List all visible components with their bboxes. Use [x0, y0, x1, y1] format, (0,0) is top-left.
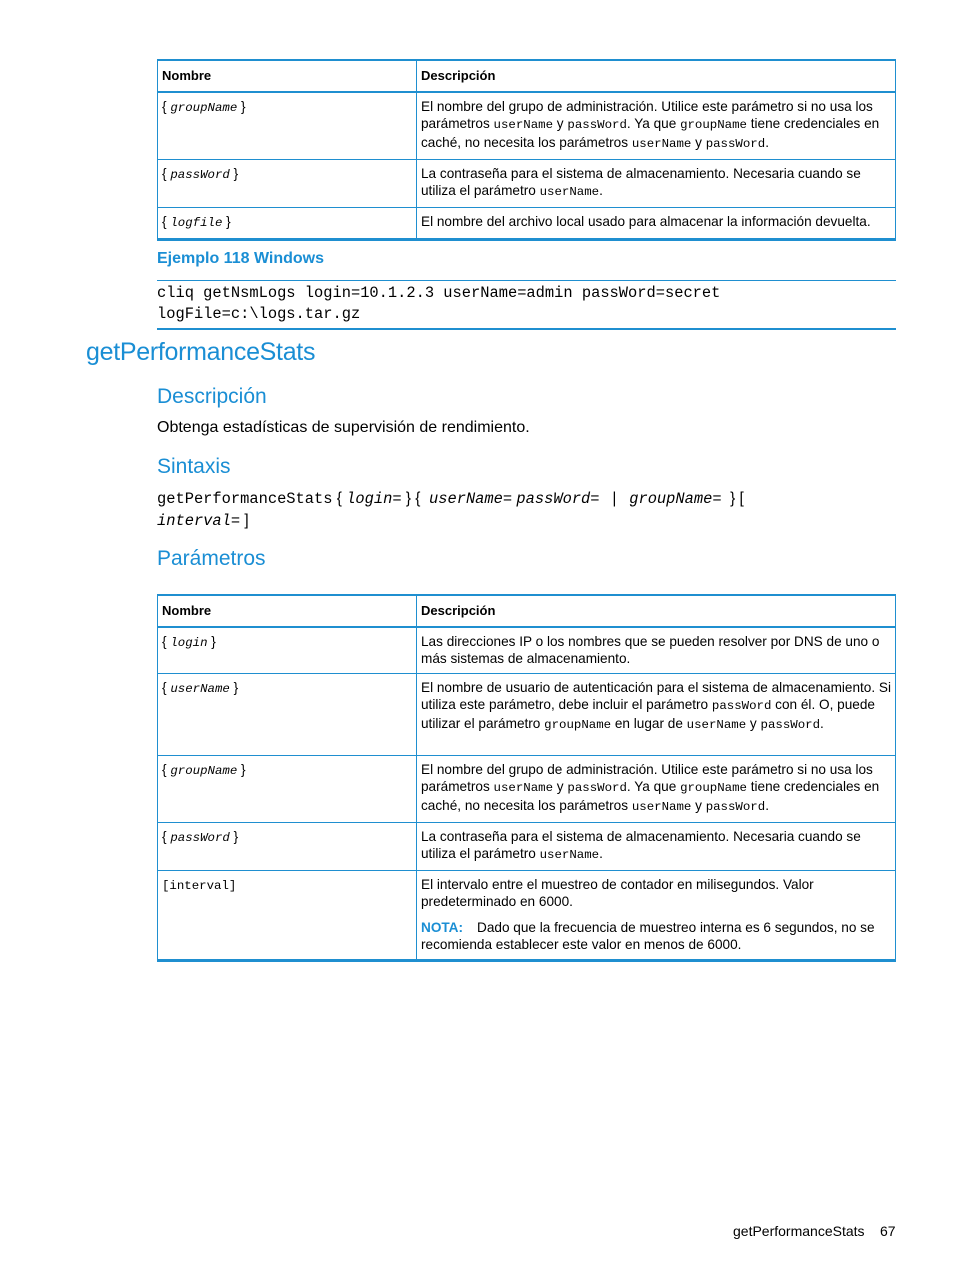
description-text: Obtenga estadísticas de supervisión de rendimiento.	[157, 419, 530, 436]
syntax-login: login=	[346, 490, 402, 508]
param-name-cell: { userName }	[158, 674, 417, 756]
param-name-cell: { groupName }	[158, 92, 417, 160]
parameters-table	[157, 594, 896, 962]
column-header-name: Nombre	[158, 595, 417, 627]
param-description-cell: La contraseña para el sistema de almacenamiento. Necesaria cuando se utiliza el parámetro userName.	[417, 823, 896, 871]
parameters-heading: Parámetros	[157, 547, 266, 570]
param-name-cell: { passWord }	[158, 160, 417, 208]
column-header-name: Nombre	[158, 60, 417, 92]
param-description-cell: El nombre del archivo local usado para almacenar la información devuelta.	[417, 208, 896, 240]
param-name-cell: [interval]	[158, 871, 417, 961]
param-description-cell: Las direcciones IP o los nombres que se pueden resolver por DNS de uno o más sistemas de almacenamiento.	[417, 627, 896, 674]
table-row	[158, 160, 896, 208]
param-name-cell: { groupName }	[158, 756, 417, 823]
syntax-heading: Sintaxis	[157, 455, 231, 478]
table-row	[158, 627, 896, 674]
table-row	[158, 674, 896, 756]
syntax-username: userName=	[429, 490, 513, 508]
param-description-cell: El nombre del grupo de administración. Utilice este parámetro si no usa los parámetros userName y passWord. Ya que groupName tiene credenciales en caché, no necesita los parámetros userName y passWord.	[417, 756, 896, 823]
note-label: NOTA:	[421, 920, 464, 935]
param-name-cell: { passWord }	[158, 823, 417, 871]
syntax-line: getPerformanceStats { login= } { userName= passWord= | groupName= } [ interval= ]	[157, 490, 744, 530]
note-text: Dado que la frecuencia de muestreo interna es 6 segundos, no se recomienda establecer este valor en menos de 6000.	[421, 920, 875, 952]
section-title: getPerformanceStats	[86, 338, 316, 366]
column-header-description: Descripción	[417, 60, 896, 92]
param-description-cell: El nombre del grupo de administración. Utilice este parámetro si no usa los parámetros userName y passWord. Ya que groupName tiene credenciales en caché, no necesita los parámetros userName y passWord.	[417, 92, 896, 160]
footer-page-number: 67	[880, 1223, 896, 1239]
table-row	[158, 92, 896, 160]
parameters-table-continued	[157, 59, 896, 241]
table-row	[158, 208, 896, 240]
syntax-command: getPerformanceStats	[157, 490, 333, 508]
syntax-groupname: groupName=	[629, 490, 722, 508]
example-title: Ejemplo 118 Windows	[157, 250, 325, 267]
syntax-password: passWord=	[516, 490, 600, 508]
param-description-cell: El intervalo entre el muestreo de contador en milisegundos. Valor predeterminado en 6000. NOTA: Dado que la frecuencia de muestreo interna es 6 segundos, no se recomienda establecer este valor en menos de 6000.	[417, 871, 896, 961]
table-row	[158, 756, 896, 823]
table-header-row	[158, 60, 896, 92]
description-heading: Descripción	[157, 385, 267, 408]
table-row	[158, 871, 896, 961]
param-description-cell: La contraseña para el sistema de almacenamiento. Necesaria cuando se utiliza el parámetro userName.	[417, 160, 896, 208]
table-row	[158, 823, 896, 871]
param-name-cell: { logfile }	[158, 208, 417, 240]
example-code-block: cliq getNsmLogs login=10.1.2.3 userName=admin passWord=secret logFile=c:\logs.tar.gz	[157, 280, 896, 330]
param-description-cell: El nombre de usuario de autenticación para el sistema de almacenamiento. Si utiliza este parámetro, debe incluir el parámetro passWord con él. O, puede utilizar el parámetro groupName en lugar de userName y passWord.	[417, 674, 896, 756]
column-header-description: Descripción	[417, 595, 896, 627]
syntax-interval: interval=	[157, 512, 241, 530]
param-name-cell: { login }	[158, 627, 417, 674]
note	[421, 919, 891, 953]
footer-section-name: getPerformanceStats	[733, 1223, 865, 1239]
table-header-row	[158, 595, 896, 627]
